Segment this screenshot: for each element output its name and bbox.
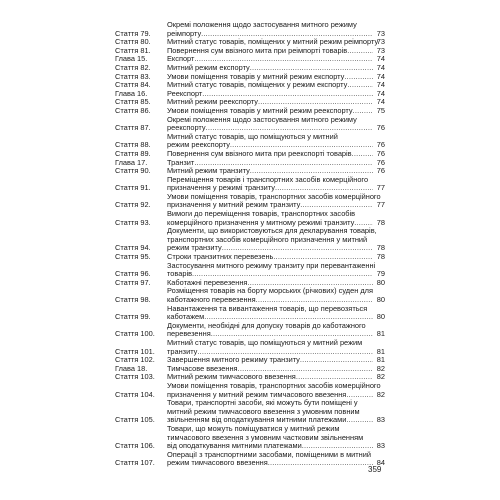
toc-entry-page: 76 (376, 123, 385, 133)
toc-entry-title-line: Умови поміщення товарів, транспортних засобів комерційного (167, 191, 381, 201)
toc-entry (115, 150, 385, 159)
toc-entry-label: Глава 17. (115, 157, 148, 167)
toc-entry-title-line: Умови поміщення товарів, транспортних засобів комерційного (167, 380, 381, 390)
toc-entry-page: 74 (376, 62, 385, 72)
dot-leader (344, 73, 373, 82)
toc-entry-label: Стаття 97. (115, 277, 151, 287)
toc-entry (115, 287, 385, 304)
toc-entry-page: 77 (376, 183, 385, 193)
toc-entry-title-line: Строки транзитних перевезень (167, 252, 274, 262)
toc-entry-title-line: призначення у митний режим тимчасового ввезення (167, 389, 347, 399)
page-number: 359 (368, 465, 382, 474)
toc-entry-title-line: Повернення сум ввізного мита при реімпорті товарів (167, 45, 348, 55)
toc-entry-title-line: Митний статус товарів, що поміщуються у митний (167, 131, 338, 141)
toc-entry-label: Стаття 104. (115, 389, 155, 399)
toc-entry-title-line: Митний статус товарів, поміщених у митний режим реімпорту (167, 37, 379, 47)
toc-entry-page: 76 (376, 140, 385, 150)
toc-entry-label: Стаття 92. (115, 200, 151, 210)
toc-entry-label: Стаття 102. (115, 355, 155, 365)
toc-entry-label: Стаття 98. (115, 295, 151, 304)
toc-entry-title-line: Умови поміщення товарів у митний режим експорту (167, 71, 345, 81)
toc-entry-label: Стаття 94. (115, 243, 151, 253)
toc-entry-title-line: Митний статус товарів, що поміщуються у митний режим (167, 337, 363, 347)
toc-entry (115, 193, 385, 210)
toc-entry-label: Стаття 86. (115, 105, 151, 115)
toc-entry-title-line: реімпорту (167, 28, 202, 38)
toc-entry-label: Стаття 80. (115, 37, 151, 47)
dot-leader (352, 150, 373, 159)
toc-entry-page: 82 (376, 372, 385, 382)
toc-entry-page: 76 (376, 166, 385, 176)
toc-entry-title-line: Митний режим реекспорту (167, 97, 258, 107)
toc-entry-page: 81 (376, 346, 385, 356)
toc-entry-title-line: Повернення сум ввізного мита при реекспорті товарів (167, 148, 352, 158)
toc-entry (115, 339, 385, 356)
toc-entry-label: Глава 18. (115, 363, 148, 373)
toc-entry-title-line: Навантаження та вивантаження товарів, що перевозяться (167, 303, 368, 313)
toc-entry-title-line: товарів (167, 269, 193, 279)
toc-entry-title-line: режим реекспорту (167, 140, 230, 150)
toc-entry-title-line: комерційного призначення у митному режимі транзиту (167, 217, 355, 227)
toc-entry-page: 84 (376, 458, 385, 468)
toc-entry (115, 21, 385, 38)
toc-entry-title-line: Тимчасове ввезення (167, 363, 238, 373)
toc-entry (115, 81, 385, 90)
toc-entry-title-line: Документи, необхідні для допуску товарів до каботажного (167, 320, 366, 330)
toc-entry-label: Глава 15. (115, 54, 148, 64)
toc-entry-title-line: Операції з транспортними засобами, поміщеними в митний (167, 449, 372, 459)
toc-entry-label: Стаття 79. (115, 28, 151, 38)
toc-entry-title-line: Товари, транспортні засоби, які можуть бути поміщені у (167, 398, 358, 408)
toc-entry-title-line: Митний режим транзиту (167, 166, 250, 176)
toc-entry-label: Стаття 101. (115, 346, 155, 356)
toc-entry-page: 77 (376, 200, 385, 210)
dot-leader (347, 47, 373, 56)
toc-entry-label: Стаття 89. (115, 148, 151, 158)
toc-entry-label: Стаття 87. (115, 123, 151, 133)
toc-entry (115, 399, 385, 425)
toc-entry (115, 47, 385, 56)
toc-entry-page: 78 (376, 252, 385, 262)
toc-entry-label: Стаття 82. (115, 62, 151, 72)
toc-entry-label: Стаття 91. (115, 183, 151, 193)
toc-entry-page: 76 (376, 157, 385, 167)
toc-entry-label: Стаття 106. (115, 441, 155, 451)
toc-entry-page: 83 (376, 441, 385, 451)
dot-leader (268, 459, 373, 468)
toc-entry-page: 78 (376, 243, 385, 253)
toc-entry-title-line: транспортних засобів комерційного призначення у митний (167, 234, 368, 244)
toc-entry-label: Стаття 93. (115, 217, 151, 227)
toc-entry-title-line: Реекспорт (167, 88, 203, 98)
toc-entry-title-line: Застосування митного режиму транзиту при перевантаженні (167, 260, 376, 270)
toc-entry-title-line: Умови поміщення товарів у митний режим реекспорту (167, 105, 353, 115)
dot-leader (300, 356, 373, 365)
toc-entry (115, 159, 385, 168)
toc-entry (115, 227, 385, 253)
toc-entry (115, 322, 385, 339)
toc-entry-title-line: Переміщення товарів і транспортних засобів комерційного (167, 174, 369, 184)
toc-entry-title-line: режим тимчасового ввезення (167, 458, 268, 468)
toc-entry-label: Стаття 90. (115, 166, 151, 176)
toc-entry-title-line: Каботажні перевезення (167, 277, 248, 287)
toc-entry-page: 73 (376, 37, 385, 47)
toc-entry-title-line: від оподаткування митними платежами (167, 441, 302, 451)
toc-entry-title-line: каботажного перевезення (167, 295, 256, 304)
toc-entry-page: 74 (376, 54, 385, 64)
toc-entry-page: 74 (376, 71, 385, 81)
toc-entry-page: 82 (376, 389, 385, 399)
toc-entry-page: 82 (376, 363, 385, 373)
toc-entry-label: Стаття 107. (115, 458, 155, 468)
toc-entry-page: 73 (376, 28, 385, 38)
toc-entry-label: Стаття 81. (115, 45, 151, 55)
toc-entry-title-line: Завершення митного режиму транзиту (167, 355, 300, 365)
toc-entry-title-line: Документи, що використовуються для декларування товарів, (167, 226, 377, 236)
toc-entry-label: Глава 16. (115, 88, 148, 98)
toc-entry-title-line: призначення у митний режим транзиту (167, 200, 301, 210)
toc-entry (115, 55, 385, 64)
toc-entry (115, 210, 385, 227)
toc-entry-title-line: Окремі положення щодо застосування митного режиму (167, 114, 357, 124)
toc-entry-label: Стаття 88. (115, 140, 151, 150)
toc-entry-label: Стаття 99. (115, 312, 151, 322)
toc-entry-page: 80 (376, 295, 385, 304)
toc-entry-page: 79 (376, 269, 385, 279)
dot-leader (347, 81, 373, 90)
toc-entry-title-line: каботажем (167, 312, 205, 322)
toc-entry-page: 74 (376, 80, 385, 90)
toc-entry-page: 78 (376, 217, 385, 227)
dot-leader (346, 416, 373, 425)
toc-entry (115, 305, 385, 322)
toc-entry-page: 80 (376, 277, 385, 287)
table-of-contents (115, 21, 385, 468)
toc-entry-page: 74 (376, 97, 385, 107)
toc-entry-title-line: Товари, що можуть поміщуватися у митний режим (167, 423, 340, 433)
toc-entry-title-line: звільненням від оподаткування митними платежами (167, 415, 347, 425)
toc-entry (115, 382, 385, 399)
toc-entry-title-line: перевезення (167, 329, 211, 339)
toc-entry-page: 81 (376, 355, 385, 365)
toc-entry-label: Стаття 95. (115, 252, 151, 262)
toc-entry (115, 356, 385, 365)
toc-entry (115, 425, 385, 451)
toc-entry-title-line: Митний режим експорту (167, 62, 250, 72)
toc-entry-title-line: Митний статус товарів, поміщених у режим експорту (167, 80, 348, 90)
toc-entry-title-line: тимчасового ввезення з умовним частковим звільненням (167, 432, 364, 442)
toc-entry-label: Стаття 83. (115, 71, 151, 81)
toc-entry-label: Стаття 105. (115, 415, 155, 425)
toc-entry-label: Стаття 103. (115, 372, 155, 382)
toc-entry (115, 133, 385, 150)
toc-entry (115, 116, 385, 133)
toc-entry-title-line: митний режим тимчасового ввезення з умовним повним (167, 406, 360, 416)
toc-entry-title-line: Розміщення товарів на борту морських (річкових) суден для (167, 286, 373, 296)
toc-entry-label: Стаття 100. (115, 329, 155, 339)
toc-entry-page: 80 (376, 312, 385, 322)
toc-entry-title-line: Окремі положення щодо застосування митного режиму (167, 20, 357, 29)
toc-entry-title-line: призначення у режимі транзиту (167, 183, 275, 193)
toc-entry-title-line: Вимоги до переміщення товарів, транспортних засобів (167, 209, 356, 219)
toc-entry-page: 81 (376, 329, 385, 339)
toc-entry-title-line: Експорт (167, 54, 195, 64)
toc-entry-page: 83 (376, 415, 385, 425)
toc-entry (115, 176, 385, 193)
toc-entry-title-line: Транзит (167, 157, 195, 167)
toc-entry-title-line: реекспорту (167, 123, 206, 133)
toc-entry (115, 451, 385, 468)
toc-entry-page: 73 (376, 45, 385, 55)
toc-entry-page: 74 (376, 88, 385, 98)
toc-entry-page: 76 (376, 148, 385, 158)
toc-entry-label: Стаття 96. (115, 269, 151, 279)
toc-entry-title-line: транзиту (167, 346, 198, 356)
toc-entry-page: 75 (376, 105, 385, 115)
toc-entry-title-line: режим транзиту (167, 243, 222, 253)
toc-entry-label: Стаття 85. (115, 97, 151, 107)
toc-entry-label: Стаття 84. (115, 80, 151, 90)
toc-entry-title-line: Митний режим тимчасового ввезення (167, 372, 296, 382)
toc-entry (115, 262, 385, 279)
